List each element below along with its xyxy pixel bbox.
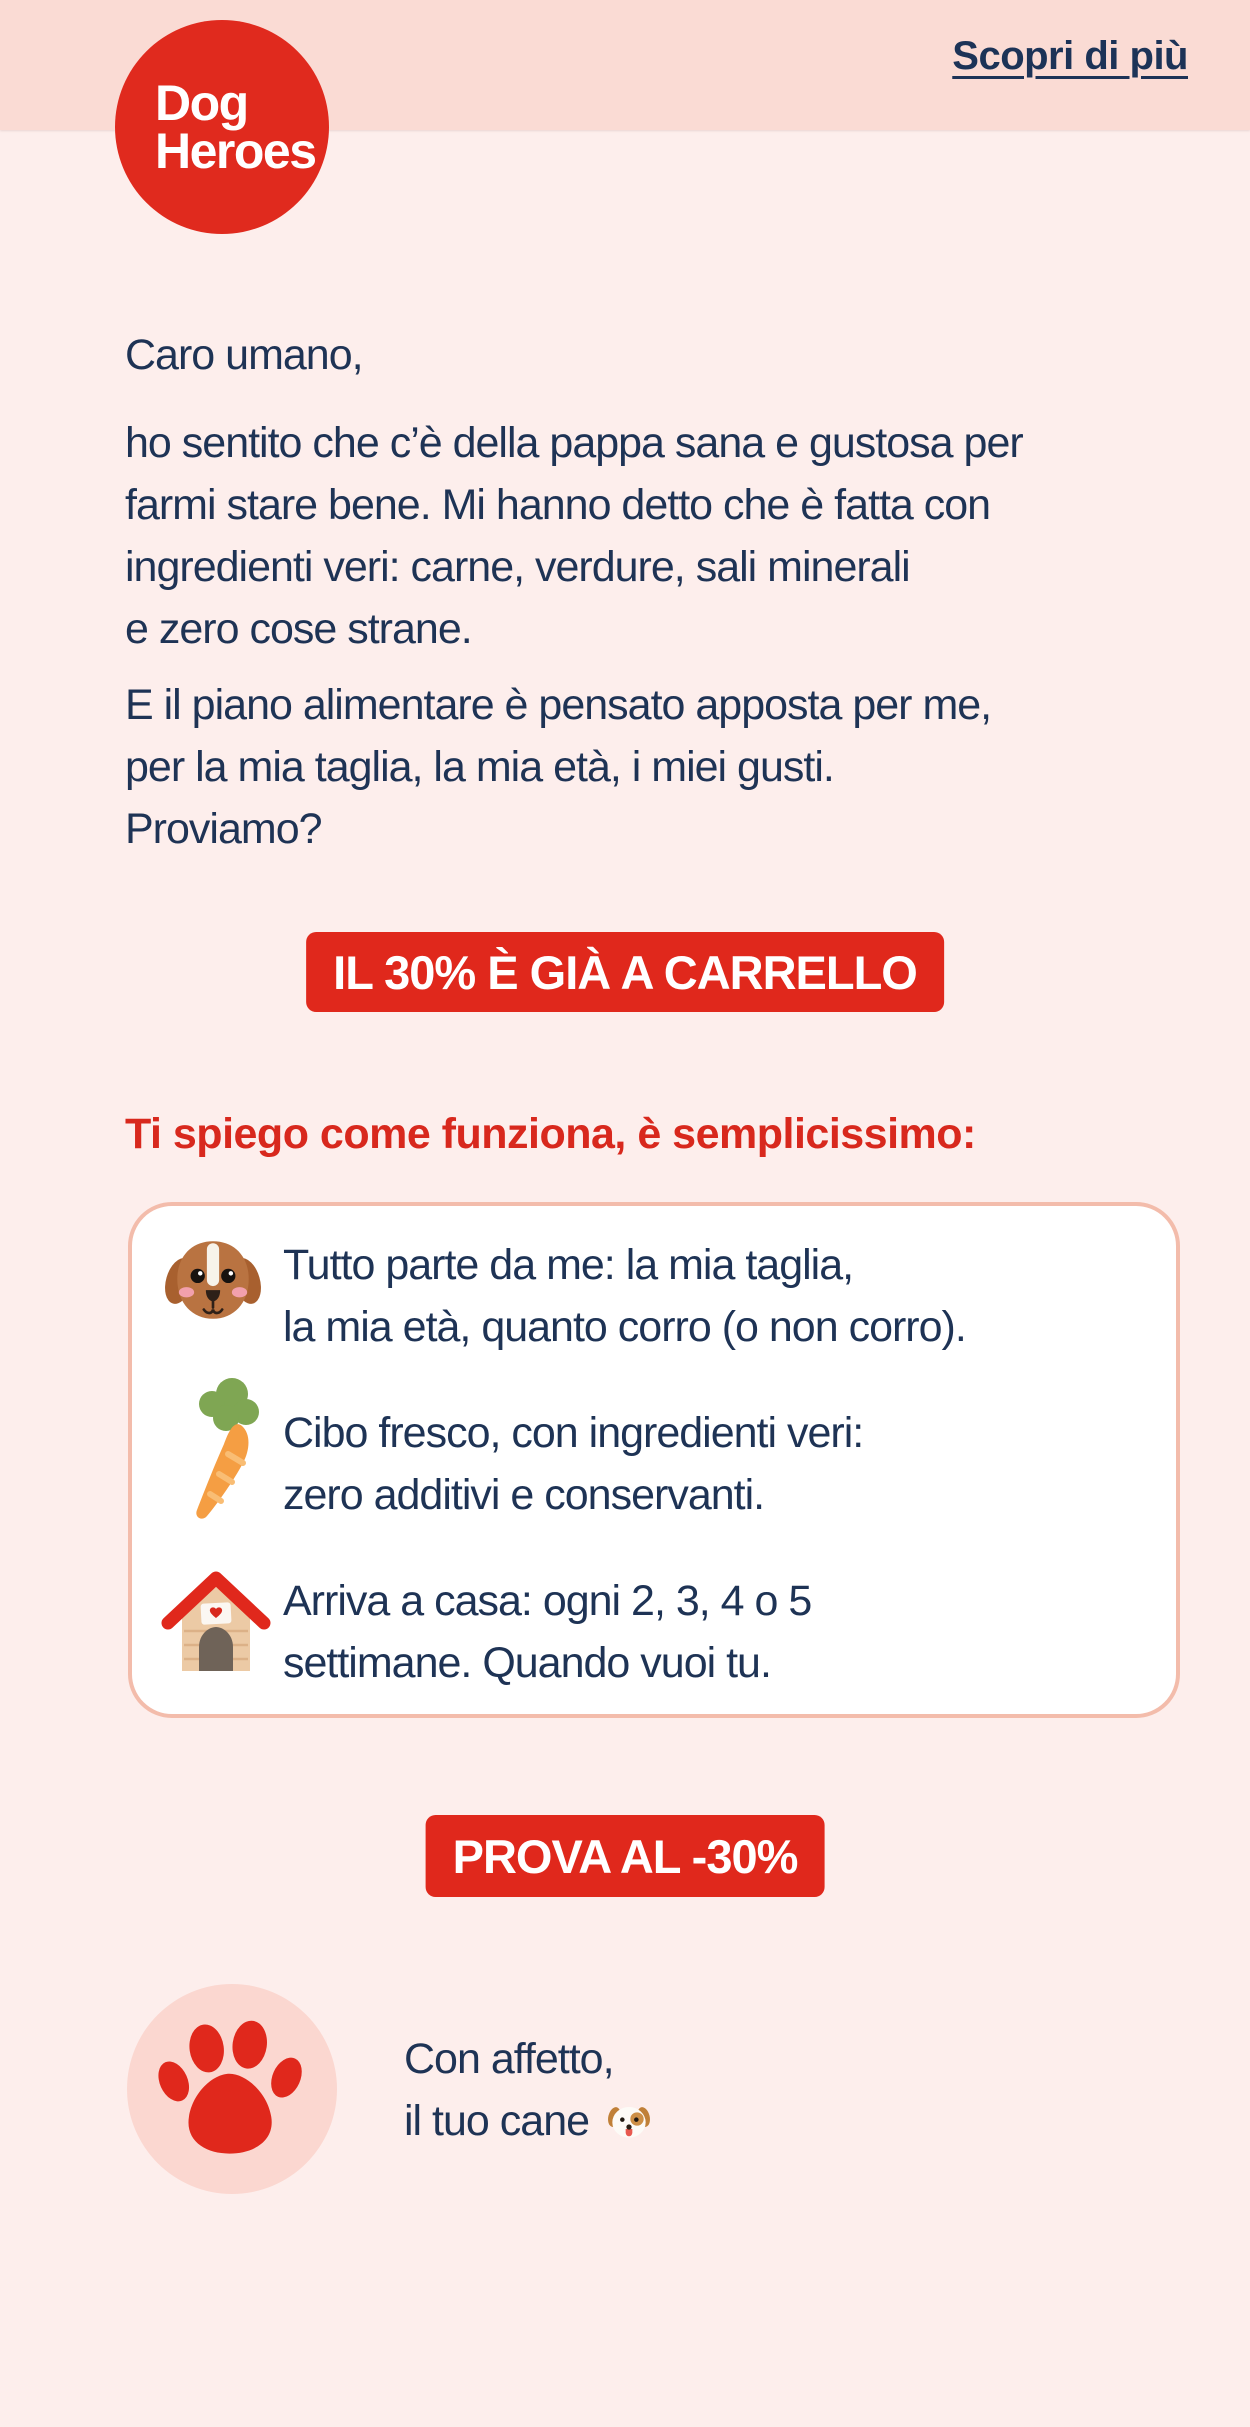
scopri-di-piu-link[interactable]: Scopri di più: [952, 34, 1188, 78]
intro-line: farmi stare bene. Mi hanno detto che è fatta con: [125, 481, 991, 529]
how-item-line: zero additivi e conservanti.: [283, 1471, 765, 1519]
plan-line: Proviamo?: [125, 805, 322, 853]
plan-line: E il piano alimentare è pensato apposta per me,: [125, 681, 992, 729]
how-item-line: Cibo fresco, con ingredienti veri:: [283, 1409, 864, 1457]
how-item-text: [283, 1570, 811, 1694]
how-item-line: Tutto parte da me: la mia taglia,: [283, 1241, 854, 1289]
intro-line: ingredienti veri: carne, verdure, sali minerali: [125, 543, 910, 591]
greeting-paragraph: [125, 324, 363, 386]
greeting-line: Caro umano,: [125, 331, 363, 379]
dog-emoji: [605, 2097, 653, 2145]
dog-face-icon: [162, 1230, 264, 1332]
intro-paragraph: [125, 412, 1023, 660]
cart-discount-button[interactable]: IL 30% È GIÀ A CARRELLO: [306, 932, 944, 1012]
paw-icon: [156, 2013, 308, 2165]
doghouse-icon: [158, 1554, 274, 1686]
how-item-text: [283, 1402, 863, 1526]
how-item-line: Arriva a casa: ogni 2, 3, 4 o 5: [283, 1577, 812, 1625]
signature-line-2: il tuo cane: [404, 2097, 590, 2145]
how-it-works-card: [128, 1202, 1180, 1718]
logo-line-2: Heroes: [155, 123, 316, 179]
how-item-line: settimane. Quando vuoi tu.: [283, 1639, 771, 1687]
signature-line-1: Con affetto,: [404, 2035, 614, 2083]
paw-badge: [127, 1984, 337, 2194]
dog-heroes-logo[interactable]: [115, 20, 329, 234]
carrot-icon: [182, 1370, 266, 1528]
intro-line: ho sentito che c’è della pappa sana e gustosa per: [125, 419, 1023, 467]
intro-line: e zero cose strane.: [125, 605, 472, 653]
how-item-line: la mia età, quanto corro (o non corro).: [283, 1303, 966, 1351]
signature-block: [404, 2028, 653, 2152]
plan-paragraph: [125, 674, 991, 860]
logo-line-1: Dog: [155, 75, 248, 131]
try-discount-button[interactable]: PROVA AL -30%: [426, 1815, 825, 1897]
how-it-works-heading: Ti spiego come funziona, è semplicissimo:: [125, 1110, 976, 1158]
how-item-text: [283, 1234, 966, 1358]
plan-line: per la mia taglia, la mia età, i miei gusti.: [125, 743, 834, 791]
